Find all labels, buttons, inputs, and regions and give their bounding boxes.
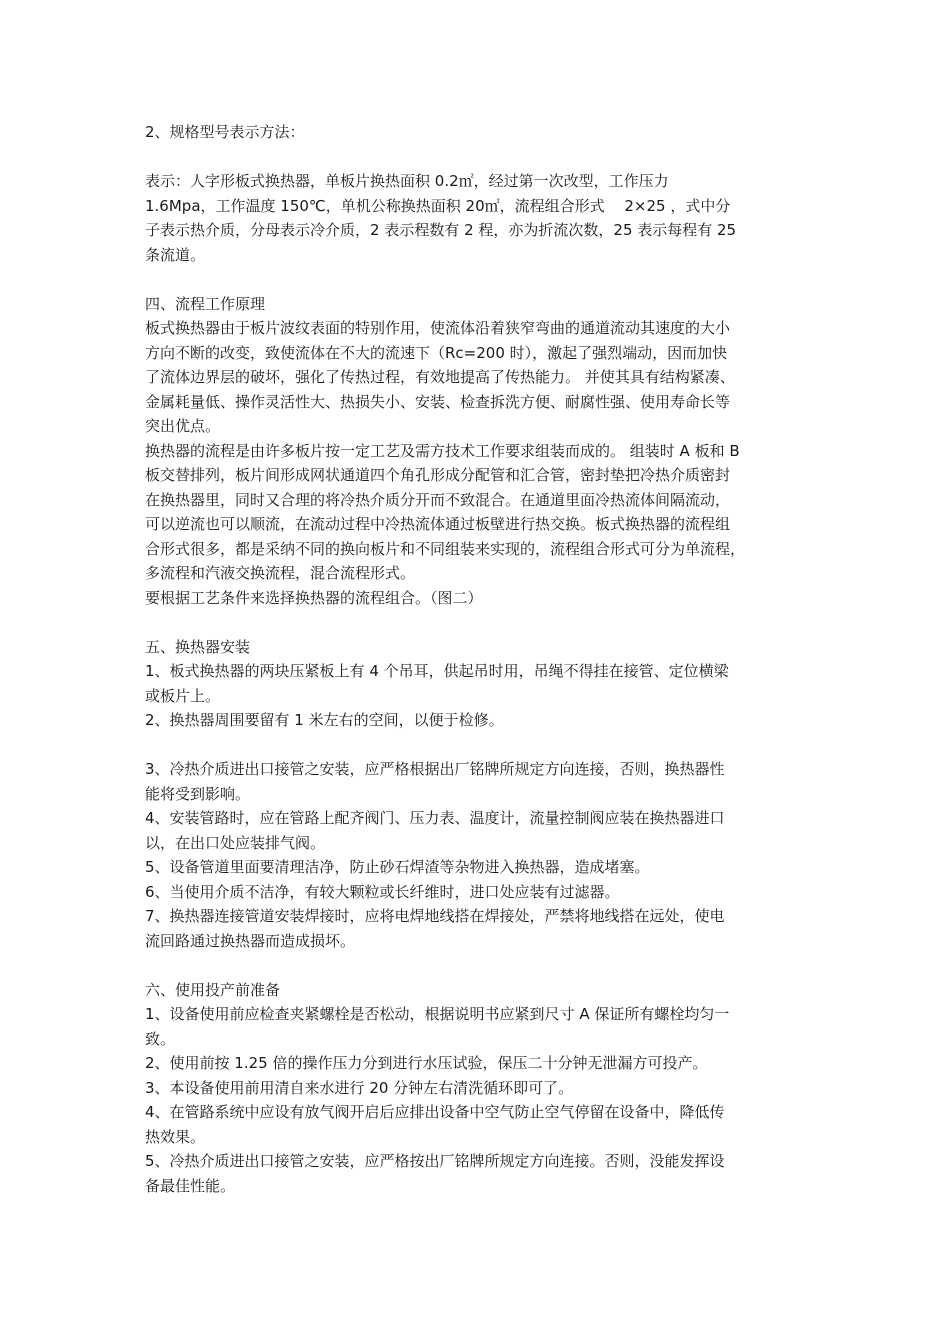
list-item-line: 5、冷热介质进出口接管之安装，应严格按出厂铭牌所规定方向连接。否则，没能发挥设 bbox=[145, 1152, 725, 1170]
paragraph-line: 多流程和汽液交换流程，混合流程形式。 bbox=[145, 564, 416, 582]
list-item-line: 2、使用前按 1.25 倍的操作压力分到进行水压试验，保压二十分钟无泄漏方可投产。 bbox=[145, 1054, 708, 1072]
list-item-line: 4、在管路系统中应设有放气阀开启后应排出设备中空气防止空气停留在设备中，降低传 bbox=[145, 1103, 725, 1121]
list-item-line: 5、设备管道里面要清理洁净，防止砂石焊渣等杂物进入换热器，造成堵塞。 bbox=[145, 858, 650, 876]
paragraph-line: 板式换热器由于板片波纹表面的特别作用，使流体沿着狭窄弯曲的通道流动其速度的大小 bbox=[145, 319, 731, 337]
list-item-line: 备最佳性能。 bbox=[145, 1176, 236, 1195]
blank-line bbox=[145, 267, 810, 292]
paragraph-line: 了流体边界层的破坏，强化了传热过程，有效地提高了传热能力。 并使其具有结构紧凑、 bbox=[145, 368, 735, 386]
section-heading-principle: 四、流程工作原理 bbox=[145, 294, 266, 313]
paragraph-line: 方向不断的改变，致使流体在不大的流速下（Rc=200 时），激起了强烈端动，因而加快 bbox=[145, 343, 728, 362]
list-item-line: 3、冷热介质进出口接管之安装，应严格根据出厂铭牌所规定方向连接，否则，换热器性 bbox=[145, 760, 725, 778]
list-item-line: 致。 bbox=[145, 1029, 176, 1048]
paragraph-line: 突出优点。 bbox=[145, 417, 221, 435]
list-item-line: 能将受到影响。 bbox=[145, 784, 251, 803]
paragraph-line: 表示：人字形板式换热器，单板片换热面积 0.2㎡，经过第一次改型，工作压力 bbox=[145, 172, 669, 190]
paragraph-line: 换热器的流程是由许多板片按一定工艺及需方技术工作要求组装而成的。 组装时 A 板和 B bbox=[145, 441, 740, 460]
paragraph-line: 可以逆流也可以顺流，在流动过程中冷热流体通过板壁进行热交换。板式换热器的流程组 bbox=[145, 515, 731, 533]
list-item-line: 以，在出口处应装排气阀。 bbox=[145, 833, 326, 852]
section-heading-prep: 六、使用投产前准备 bbox=[145, 980, 281, 999]
list-item-line: 1、设备使用前应检查夹紧螺栓是否松动，根据说明书应紧到尺寸 A 保证所有螺栓均匀一 bbox=[145, 1005, 730, 1023]
section-heading-spec: 2、规格型号表示方法： bbox=[145, 123, 305, 141]
list-item-line: 热效果。 bbox=[145, 1127, 206, 1146]
paragraph-line: 1.6Mpa，工作温度 150℃，单机公称换热面积 20㎡，流程组合形式 2×25 ，式中分 bbox=[145, 196, 731, 215]
list-item-line: 3、本设备使用前用清自来水进行 20 分钟左右清洗循环即可了。 bbox=[145, 1078, 574, 1097]
paragraph-line: 合形式很多，都是采纳不同的换向板片和不同组装来实现的，流程组合形式可分为单流程， bbox=[145, 539, 746, 558]
document-page bbox=[145, 120, 810, 1198]
list-item-line: 流回路通过换热器而造成损坏。 bbox=[145, 931, 356, 950]
list-item-line: 或板片上。 bbox=[145, 686, 221, 705]
list-item-line: 1、板式换热器的两块压紧板上有 4 个吊耳，供起吊时用，吊绳不得挂在接管、定位横梁 bbox=[145, 662, 729, 680]
blank-line bbox=[145, 610, 810, 635]
list-item-line: 4、安装管路时，应在管路上配齐阀门、压力表、温度计，流量控制阀应装在换热器进口 bbox=[145, 809, 725, 827]
paragraph-line: 要根据工艺条件来选择换热器的流程组合。（图二） bbox=[145, 588, 483, 607]
list-item-line: 2、换热器周围要留有 1 米左右的空间，以便于检修。 bbox=[145, 711, 504, 729]
blank-line bbox=[145, 145, 810, 170]
list-item-line: 7、换热器连接管道安装焊接时，应将电焊地线搭在焊接处，严禁将地线搭在远处，使电 bbox=[145, 907, 725, 925]
paragraph-line: 金属耗量低、操作灵活性大、热损失小、安装、检查拆洗方便、耐腐性强、使用寿命长等 bbox=[145, 392, 731, 411]
paragraph-line: 子表示热介质，分母表示冷介质，2 表示程数有 2 程，亦为折流次数，25 表示每程有 25 bbox=[145, 221, 737, 239]
paragraph-line: 在换热器里，同时又合理的将冷热介质分开而不致混合。在通道里面冷热流体间隔流动， bbox=[145, 490, 731, 509]
paragraph-line: 条流道。 bbox=[145, 245, 206, 264]
paragraph-line: 板交替排列，板片间形成网状通道四个角孔形成分配管和汇合管，密封垫把冷热介质密封 bbox=[145, 466, 731, 484]
blank-line bbox=[145, 733, 810, 758]
section-heading-install: 五、换热器安装 bbox=[145, 637, 251, 656]
list-item-line: 6、当使用介质不洁净，有较大颗粒或长纤维时，进口处应装有过滤器。 bbox=[145, 882, 620, 901]
blank-line bbox=[145, 953, 810, 978]
